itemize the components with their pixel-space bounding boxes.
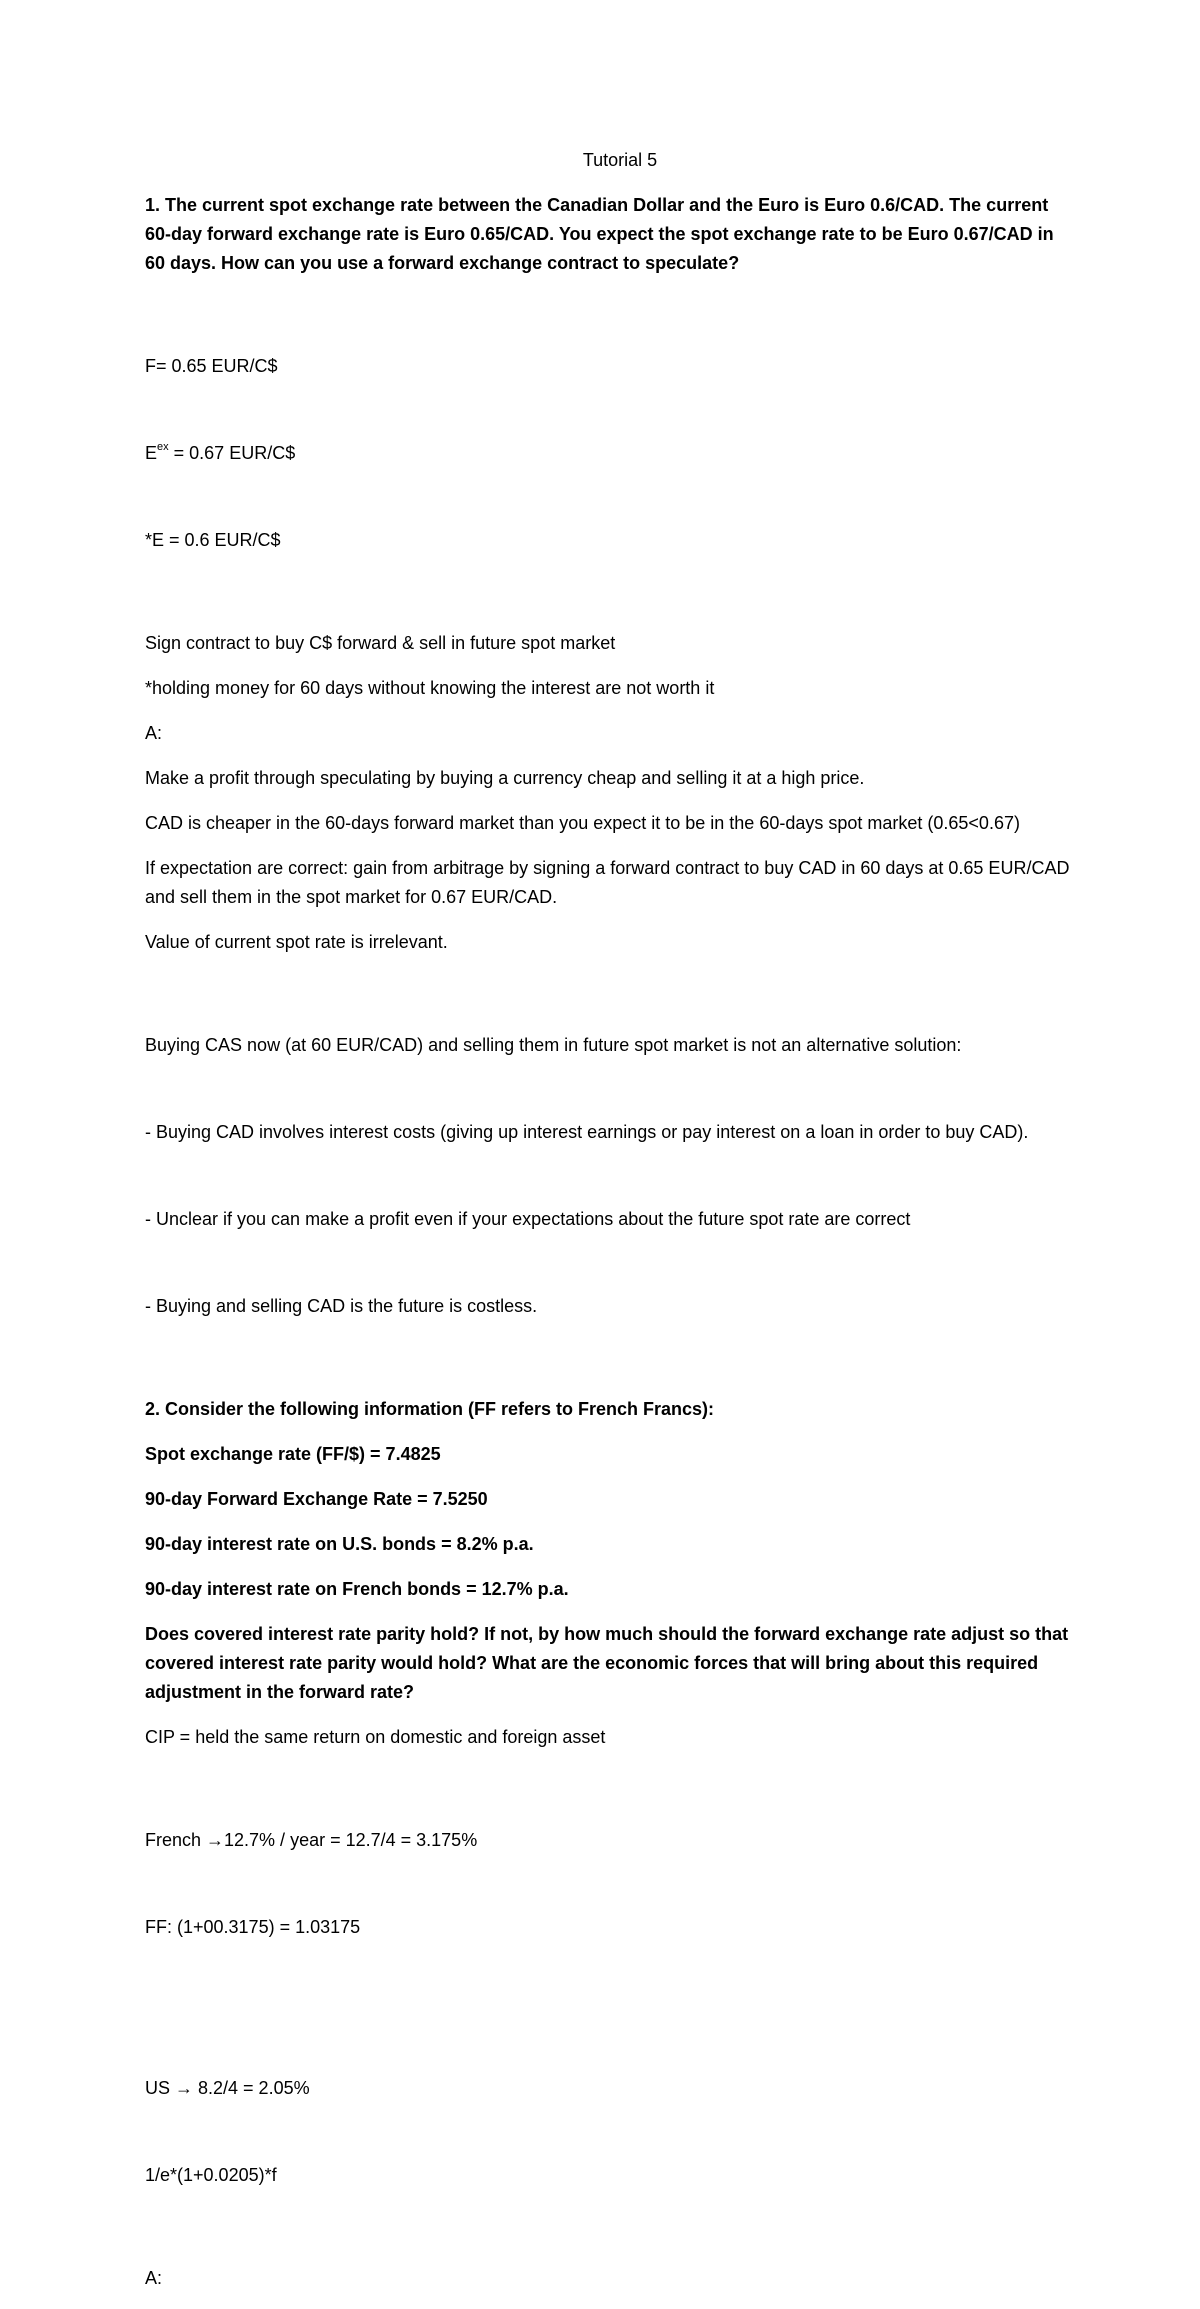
- document-body: [145, 146, 1075, 2309]
- q2-forward-rate: 90-day Forward Exchange Rate = 7.5250: [145, 1489, 488, 1509]
- q2-spot-rate: Spot exchange rate (FF/$) = 7.4825: [145, 1444, 441, 1464]
- q1-note-contract: Sign contract to buy C$ forward & sell in future spot market: [145, 633, 616, 653]
- question-2-intro: 2. Consider the following information (FF refers to French Francs):: [145, 1399, 715, 1419]
- alternative-point-2: - Unclear if you can make a profit even if your expectations about the future spot rate are correct: [145, 1209, 911, 1229]
- q2-answer-label: A:: [145, 2268, 163, 2288]
- q1-note-holding: *holding money for 60 days without knowing the interest are not worth it: [145, 678, 715, 698]
- q2-us-interest: 90-day interest rate on U.S. bonds = 8.2% p.a.: [145, 1534, 534, 1554]
- alternative-intro: Buying CAS now (at 60 EUR/CAD) and selling them in future spot market is not an alternative solution:: [145, 1035, 962, 1055]
- q1-answer-arbitrage: If expectation are correct: gain from arbitrage by signing a forward contract to buy CAD in 60 days at 0.65 EUR/CAD and sell them in the spot market for 0.67 EUR/CAD.: [145, 858, 1075, 907]
- q1-answer-cheaper: CAD is cheaper in the 60-days forward market than you expect it to be in the 60-days spot market (0.65<0.67): [145, 813, 1020, 833]
- q1-answer-irrelevant: Value of current spot rate is irrelevant.: [145, 932, 448, 952]
- expected-rate-symbol: E: [145, 443, 158, 463]
- formula-line: 1/e*(1+0.0205)*f: [145, 2165, 277, 2185]
- spot-rate-line: *E = 0.6 EUR/C$: [145, 530, 281, 550]
- expected-rate-line: [145, 439, 1075, 468]
- alternative-point-1: - Buying CAD involves interest costs (giving up interest earnings or pay interest on a loan in order to buy CAD).: [145, 1122, 1029, 1142]
- expected-rate-superscript: ex: [157, 441, 169, 453]
- forward-rate-line: F= 0.65 EUR/C$: [145, 356, 278, 376]
- page-title: Tutorial 5: [582, 150, 658, 170]
- ff-return-line: FF: (1+00.3175) = 1.03175: [145, 1917, 361, 1937]
- q1-answer-label: A:: [145, 723, 163, 743]
- q2-french-interest: 90-day interest rate on French bonds = 12.7% p.a.: [145, 1579, 569, 1599]
- q1-answer-profit: Make a profit through speculating by buying a currency cheap and selling it at a high price.: [145, 768, 865, 788]
- q1-given-values: [145, 294, 1075, 613]
- q2-french-calc: [145, 1768, 1075, 2000]
- question-2: Does covered interest rate parity hold? If not, by how much should the forward exchange rate adjust so that covered interest rate parity would hold? What are the economic forces that will bring about this required adjustment in the forward rate?: [145, 1624, 1074, 1702]
- q1-answer-alternative: [145, 973, 1075, 1379]
- alternative-point-3: - Buying and selling CAD is the future is costless.: [145, 1296, 538, 1316]
- q2-us-calc: [145, 2016, 1075, 2248]
- expected-rate-value: = 0.67 EUR/C$: [168, 443, 296, 463]
- us-rate-line: US → 8.2/4 = 2.05%: [145, 2078, 310, 2098]
- q2-cip-definition: CIP = held the same return on domestic and foreign asset: [145, 1727, 606, 1747]
- question-1: 1. The current spot exchange rate between the Canadian Dollar and the Euro is Euro 0.6/CAD. The current 60-day forward exchange rate is Euro 0.65/CAD. You expect the spot exchange rate to be Euro 0.67/CAD in 60 days. How can you use a forward exchange contract to speculate?: [145, 195, 1059, 273]
- french-rate-line: French →12.7% / year = 12.7/4 = 3.175%: [145, 1830, 478, 1850]
